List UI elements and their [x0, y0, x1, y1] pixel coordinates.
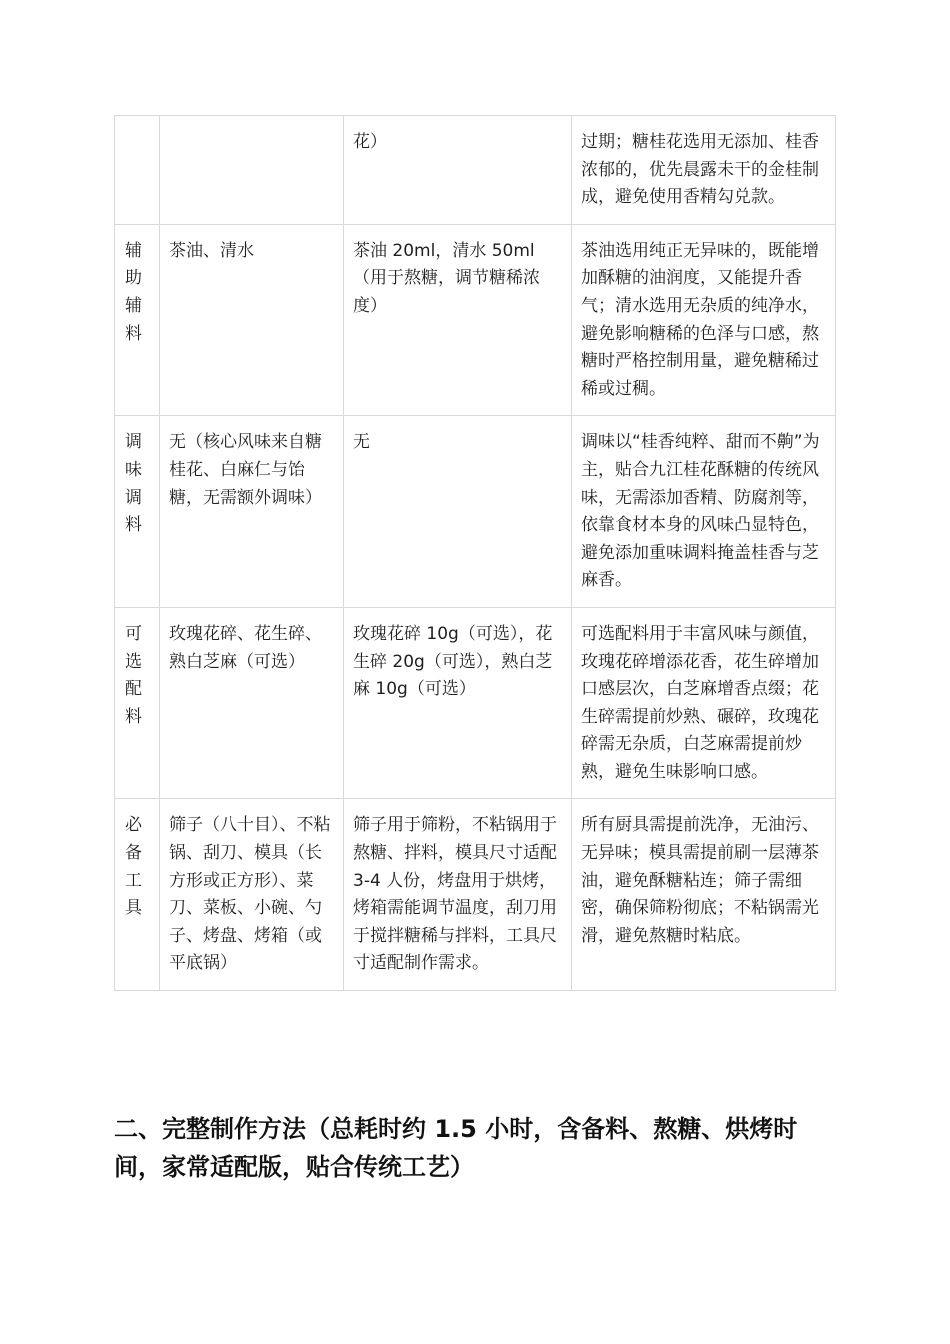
table-row — [115, 224, 836, 416]
ingredient-note-cell: 茶油选用纯正无异味的，既能增加酥糖的油润度，又能提升香气；清水选用无杂质的纯净水，避免影响糖稀的色泽与口感，熬糖时严格控制用量，避免糖稀过稀或过稠。 — [572, 224, 836, 416]
ingredient-name-cell: 筛子（八十目）、不粘锅、刮刀、模具（长方形或正方形）、菜刀、菜板、小碗、勺子、烤盘、烤箱（或平底锅） — [160, 799, 344, 991]
category-label: 可选配料 — [125, 623, 142, 727]
table-row — [115, 116, 836, 225]
ingredient-name-cell — [160, 116, 344, 225]
category-label: 必备工具 — [125, 815, 142, 919]
ingredient-name-cell: 无（核心风味来自糖桂花、白麻仁与饴糖，无需额外调味） — [160, 416, 344, 608]
category-cell — [115, 224, 160, 416]
table-row — [115, 607, 836, 799]
ingredient-amount-cell: 无 — [344, 416, 572, 608]
table-row — [115, 416, 836, 608]
ingredients-table — [114, 115, 836, 991]
category-label: 辅助辅料 — [125, 240, 142, 344]
category-cell — [115, 607, 160, 799]
ingredient-note-cell: 可选配料用于丰富风味与颜值，玫瑰花碎增添花香，花生碎增加口感层次，白芝麻增香点缀；花生碎需提前炒熟、碾碎，玫瑰花碎需无杂质，白芝麻需提前炒熟，避免生味影响口感。 — [572, 607, 836, 799]
ingredient-amount-cell: 花） — [344, 116, 572, 225]
ingredient-name-cell: 玫瑰花碎、花生碎、熟白芝麻（可选） — [160, 607, 344, 799]
category-label: 调味调料 — [125, 432, 142, 536]
section-heading: 二、完整制作方法（总耗时约 1.5 小时，含备料、熬糖、烘烤时间，家常适配版，贴合传统工艺） — [114, 1115, 798, 1181]
ingredient-amount-cell: 茶油 20ml，清水 50ml（用于熬糖，调节糖稀浓度） — [344, 224, 572, 416]
ingredient-note-cell: 调味以“桂香纯粹、甜而不齁”为主，贴合九江桂花酥糖的传统风味，无需添加香精、防腐剂等，依靠食材本身的风味凸显特色，避免添加重味调料掩盖桂香与芝麻香。 — [572, 416, 836, 608]
category-cell — [115, 416, 160, 608]
ingredient-amount-cell: 玫瑰花碎 10g（可选），花生碎 20g（可选），熟白芝麻 10g（可选） — [344, 607, 572, 799]
category-cell — [115, 799, 160, 991]
category-cell — [115, 116, 160, 225]
ingredient-amount-cell: 筛子用于筛粉，不粘锅用于熬糖、拌料，模具尺寸适配 3-4 人份，烤盘用于烘烤，烤箱需能调节温度，刮刀用于搅拌糖稀与拌料，工具尺寸适配制作需求。 — [344, 799, 572, 991]
ingredient-note-cell: 过期；糖桂花选用无添加、桂香浓郁的，优先晨露未干的金桂制成，避免使用香精勾兑款。 — [572, 116, 836, 225]
ingredient-note-cell: 所有厨具需提前洗净，无油污、无异味；模具需提前刷一层薄茶油，避免酥糖粘连；筛子需细密，确保筛粉彻底；不粘锅需光滑，避免熬糖时粘底。 — [572, 799, 836, 991]
table-row — [115, 799, 836, 991]
ingredient-name-cell: 茶油、清水 — [160, 224, 344, 416]
